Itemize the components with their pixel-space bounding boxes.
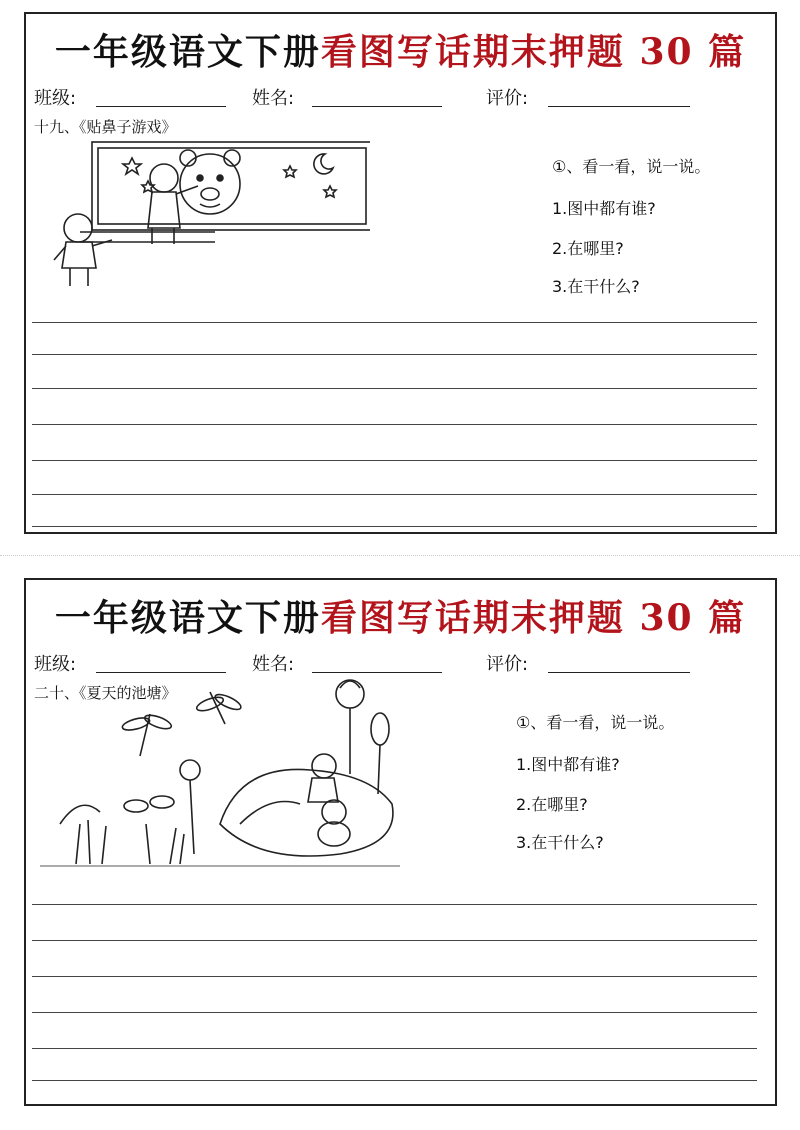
writing-line xyxy=(32,526,757,527)
page-divider xyxy=(0,555,800,556)
worksheet-card-2 xyxy=(24,578,777,1106)
question-1: 1.图中都有谁? xyxy=(516,755,620,774)
questions-block xyxy=(516,710,756,860)
rating-label: 评价: xyxy=(486,654,529,675)
prompt-text: ①、看一看，说一说。 xyxy=(552,157,711,176)
rating-field[interactable] xyxy=(548,672,690,673)
writing-line xyxy=(32,354,757,355)
page-title xyxy=(26,24,775,75)
writing-line xyxy=(32,904,757,905)
writing-area[interactable] xyxy=(32,896,757,1096)
worksheet-card-1 xyxy=(24,12,777,534)
title-black-part: 一年级语文下册 xyxy=(54,597,321,639)
writing-line xyxy=(32,1080,757,1081)
question-3: 3.在干什么? xyxy=(552,277,640,296)
writing-line xyxy=(32,424,757,425)
writing-line xyxy=(32,976,757,977)
question-2: 2.在哪里? xyxy=(516,795,588,814)
title-red-part: 看图写话期末押题 30 篇 xyxy=(320,597,747,639)
question-1: 1.图中都有谁? xyxy=(552,199,656,218)
writing-line xyxy=(32,322,757,323)
prompt-text: ①、看一看，说一说。 xyxy=(516,713,675,732)
writing-line xyxy=(32,1048,757,1049)
title-red-part: 看图写话期末押题 30 篇 xyxy=(320,31,747,73)
name-label: 姓名: xyxy=(252,88,295,109)
writing-area[interactable] xyxy=(32,314,757,529)
title-black-part: 一年级语文下册 xyxy=(54,31,321,73)
name-field[interactable] xyxy=(312,672,442,673)
rating-field[interactable] xyxy=(548,106,690,107)
questions-block xyxy=(552,154,772,304)
class-field[interactable] xyxy=(96,672,226,673)
writing-line xyxy=(32,1012,757,1013)
class-label: 班级: xyxy=(34,654,77,675)
question-2: 2.在哪里? xyxy=(552,239,624,258)
writing-line xyxy=(32,460,757,461)
name-label: 姓名: xyxy=(252,654,295,675)
question-3: 3.在干什么? xyxy=(516,833,604,852)
student-info-row xyxy=(34,84,767,114)
class-field[interactable] xyxy=(96,106,226,107)
exercise-subtitle: 二十、《夏天的池塘》 xyxy=(34,684,177,702)
exercise-subtitle: 十九、《贴鼻子游戏》 xyxy=(34,118,177,136)
rating-label: 评价: xyxy=(486,88,529,109)
writing-line xyxy=(32,494,757,495)
class-label: 班级: xyxy=(34,88,77,109)
page-title xyxy=(26,590,775,641)
writing-line xyxy=(32,388,757,389)
name-field[interactable] xyxy=(312,106,442,107)
pond-illustration xyxy=(40,674,400,874)
nose-game-illustration xyxy=(40,136,370,286)
writing-line xyxy=(32,940,757,941)
